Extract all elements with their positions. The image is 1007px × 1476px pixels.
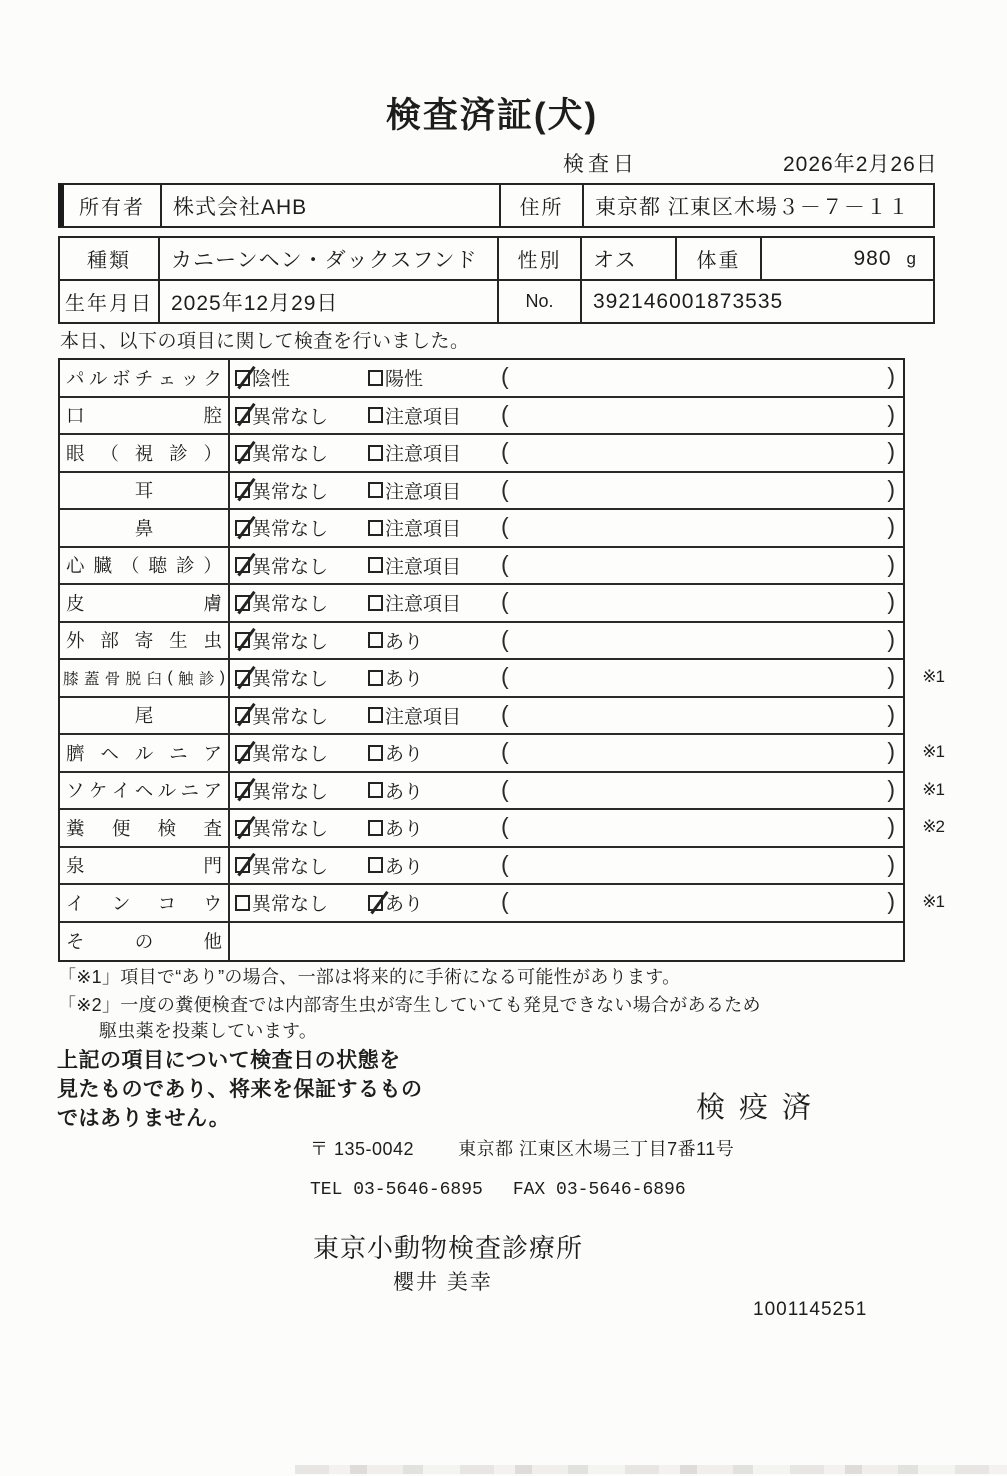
- paren-area: [501, 438, 903, 467]
- close-paren: ): [887, 550, 895, 577]
- row-options: [230, 848, 903, 884]
- row-label: 膝 蓋 骨 脱 臼 ( 触 診 ): [60, 660, 230, 696]
- option2-label: 注意項目: [385, 594, 462, 616]
- row-note: ※1: [922, 892, 944, 911]
- row-label: 臍 ヘ ル ニ ア: [60, 735, 230, 771]
- option2: [368, 477, 501, 504]
- option1-checkbox: [235, 482, 250, 498]
- option2: [368, 664, 501, 691]
- inspection-row: [60, 510, 903, 548]
- option1: [235, 552, 368, 579]
- close-paren: ): [887, 625, 895, 652]
- row-options: [230, 698, 903, 734]
- close-paren: ): [887, 588, 895, 615]
- pet-info-row-2: [60, 281, 933, 322]
- paren-area: [501, 401, 903, 430]
- option2-label: 注意項目: [385, 481, 462, 503]
- option1: [235, 889, 368, 916]
- close-paren: ): [887, 775, 895, 802]
- examiner-name: 櫻井 美幸: [393, 1271, 493, 1294]
- open-paren: (: [501, 775, 509, 802]
- disclaimer-line-2: 見たものであり、将来を保証するもの: [57, 1078, 423, 1101]
- option2-label: あり: [385, 631, 424, 653]
- row-label: 皮 膚: [60, 585, 230, 621]
- clinic-address: 東京都 江東区木場三丁目7番11号: [458, 1139, 735, 1159]
- option2-checkbox: [368, 820, 383, 836]
- paren-area: [501, 776, 903, 805]
- inspection-row: [60, 698, 903, 736]
- open-paren: (: [501, 663, 509, 690]
- option1-label: 異常なし: [252, 594, 329, 616]
- option2-label: あり: [385, 781, 424, 803]
- option2-label: あり: [385, 894, 424, 916]
- close-paren: ): [887, 363, 895, 390]
- inspection-row: [60, 473, 903, 511]
- clinic-name: 東京小動物検査診療所: [313, 1233, 584, 1263]
- paren-area: [501, 476, 903, 505]
- inspection-row: [60, 623, 903, 661]
- close-paren: ): [887, 700, 895, 727]
- option2: [368, 852, 501, 879]
- option2-label: あり: [385, 744, 424, 766]
- row-options: [230, 585, 903, 621]
- sex-label: 性別: [499, 238, 582, 279]
- option1-label: 異常なし: [252, 894, 329, 916]
- close-paren: ): [887, 888, 895, 915]
- option1: [235, 627, 368, 654]
- option1-checkbox: [235, 632, 250, 648]
- row-options: [230, 435, 903, 471]
- inspection-row: [60, 660, 944, 698]
- footnote-2-continued: 駆虫薬を投薬しています。: [99, 1021, 318, 1041]
- row-label: 心 臓 （ 聴 診 ）: [60, 548, 230, 584]
- option1-label: 異常なし: [252, 706, 329, 728]
- inspection-row: [60, 435, 903, 473]
- weight-unit: g: [906, 248, 917, 268]
- tel-fax-line: [310, 1180, 686, 1200]
- inspection-row: [60, 923, 903, 961]
- option1: [235, 814, 368, 841]
- option2-checkbox: [368, 520, 383, 536]
- option1-checkbox: [235, 820, 250, 836]
- option1-label: 異常なし: [252, 856, 329, 878]
- open-paren: (: [501, 363, 509, 390]
- option1-checkbox: [235, 857, 250, 873]
- paren-area: [501, 738, 903, 767]
- option1-checkbox: [235, 370, 250, 386]
- option2-checkbox: [368, 632, 383, 648]
- row-options: [230, 548, 903, 584]
- breed-label: 種類: [60, 238, 160, 279]
- close-paren: ): [887, 850, 895, 877]
- inspection-table: [58, 358, 944, 962]
- row-options: [230, 623, 903, 659]
- option2-checkbox: [368, 407, 383, 423]
- postal-code: 〒 135-0042: [310, 1139, 415, 1159]
- row-label: 耳: [60, 473, 230, 509]
- pet-info-row-1: [60, 238, 933, 281]
- inspection-row: [60, 885, 944, 923]
- inspection-row: [60, 548, 903, 586]
- open-paren: (: [501, 400, 509, 427]
- close-paren: ): [887, 663, 895, 690]
- paren-area: [501, 813, 903, 842]
- inspection-row: [60, 735, 944, 773]
- row-label: イ ン コ ウ: [60, 885, 230, 921]
- option1: [235, 477, 368, 504]
- inspection-row: [60, 585, 903, 623]
- option1-checkbox: [235, 557, 250, 573]
- option1-checkbox: [235, 707, 250, 723]
- row-note: ※1: [922, 779, 944, 799]
- birth-value: 2025年12月29日: [160, 281, 499, 322]
- close-paren: ): [887, 400, 895, 427]
- option1: [235, 589, 368, 616]
- option1-label: 異常なし: [252, 481, 329, 503]
- row-label: ソ ケ イ ヘ ル ニ ア: [60, 773, 230, 809]
- address-label: 住所: [501, 185, 584, 226]
- inspection-row: [60, 398, 903, 436]
- option1-checkbox: [235, 520, 250, 536]
- row-note: ※2: [922, 817, 944, 836]
- row-options: [230, 773, 903, 809]
- row-label: 尾: [60, 698, 230, 734]
- option2-checkbox: [368, 707, 383, 723]
- option1-label: 異常なし: [252, 556, 329, 578]
- option2-checkbox: [368, 482, 383, 498]
- option2-checkbox: [368, 370, 383, 386]
- option1: [235, 439, 368, 466]
- exam-date-label: 検査日: [563, 153, 638, 176]
- option2: [368, 702, 501, 729]
- inspection-row: [60, 773, 944, 811]
- open-paren: (: [501, 513, 509, 540]
- close-paren: ): [887, 738, 895, 765]
- footnote-2: 「※2」一度の糞便検査では内部寄生虫が寄生していても発見できない場合があるため: [58, 995, 761, 1015]
- row-label: 泉 門: [60, 848, 230, 884]
- footnote-1: 「※1」項目で“あり”の場合、一部は将来的に手術になる可能性があります。: [58, 967, 681, 987]
- row-label: そ の 他: [60, 923, 230, 961]
- option2-label: 注意項目: [385, 406, 462, 428]
- option2-label: あり: [385, 819, 424, 841]
- option1: [235, 852, 368, 879]
- weight-label: 体重: [677, 238, 762, 279]
- paren-area: [501, 626, 903, 655]
- row-note: ※1: [922, 742, 944, 761]
- option1-checkbox: [235, 407, 250, 423]
- option1-label: 異常なし: [252, 406, 329, 428]
- option2: [368, 777, 501, 804]
- row-options: [230, 735, 903, 771]
- row-note: ※1: [922, 667, 944, 686]
- address-value: 東京都 江東区木場３－７－１１: [595, 195, 910, 219]
- weight-number: 980: [853, 246, 892, 270]
- weight-value: [762, 238, 933, 279]
- option1-label: 異常なし: [252, 631, 329, 653]
- option2: [368, 814, 501, 841]
- row-label: 眼 （ 視 診 ）: [60, 435, 230, 471]
- row-options: [230, 923, 903, 961]
- option1: [235, 364, 368, 391]
- close-paren: ): [887, 438, 895, 465]
- tel-number: TEL 03-5646-6895: [310, 1180, 483, 1200]
- row-label: 糞 便 検 査: [60, 810, 230, 846]
- option2: [368, 552, 501, 579]
- option1: [235, 702, 368, 729]
- exam-date-value: 2026年2月26日: [783, 153, 938, 176]
- disclaimer-text: [57, 1046, 423, 1133]
- intro-text: 本日、以下の項目に関して検査を行いました。: [60, 331, 470, 352]
- option1-checkbox: [235, 670, 250, 686]
- paren-area: [501, 551, 903, 580]
- disclaimer-line-3: ではありません。: [57, 1107, 231, 1130]
- paren-area: [501, 363, 903, 392]
- paren-area: [501, 588, 903, 617]
- inspection-row: [60, 848, 903, 886]
- option2-label: 注意項目: [385, 706, 462, 728]
- paren-area: [501, 888, 903, 917]
- row-options: [230, 660, 903, 696]
- option1: [235, 664, 368, 691]
- scan-artifact-strip: [295, 1465, 1007, 1474]
- open-paren: (: [501, 738, 509, 765]
- option1-checkbox: [235, 445, 250, 461]
- paren-area: [501, 701, 903, 730]
- sex-value: オス: [582, 238, 677, 279]
- pet-info-table: [58, 236, 935, 324]
- option2: [368, 627, 501, 654]
- option2-checkbox: [368, 745, 383, 761]
- document-title: 検査済証(犬): [385, 96, 599, 135]
- open-paren: (: [501, 475, 509, 502]
- option1: [235, 514, 368, 541]
- close-paren: ): [887, 813, 895, 840]
- inspection-row: [60, 810, 944, 848]
- option2-checkbox: [368, 445, 383, 461]
- postal-address-line: [310, 1135, 734, 1161]
- option1-label: 異常なし: [252, 781, 329, 803]
- open-paren: (: [501, 700, 509, 727]
- option1: [235, 777, 368, 804]
- birth-label: 生年月日: [60, 281, 160, 322]
- no-label: No.: [499, 281, 582, 322]
- inspection-table-body: [60, 360, 944, 960]
- option2-checkbox: [368, 557, 383, 573]
- row-label: 口 腔: [60, 398, 230, 434]
- open-paren: (: [501, 438, 509, 465]
- option2: [368, 402, 501, 429]
- owner-value: 株式会社AHB: [162, 185, 501, 226]
- option2-checkbox: [368, 782, 383, 798]
- option2-checkbox: [368, 857, 383, 873]
- row-label: 鼻: [60, 510, 230, 546]
- option1: [235, 402, 368, 429]
- option1-checkbox: [235, 895, 250, 911]
- option2-label: 注意項目: [385, 444, 462, 466]
- option2-checkbox: [368, 595, 383, 611]
- open-paren: (: [501, 813, 509, 840]
- open-paren: (: [501, 850, 509, 877]
- open-paren: (: [501, 625, 509, 652]
- row-options: [230, 360, 903, 396]
- option2-label: 注意項目: [385, 556, 462, 578]
- paren-area: [501, 663, 903, 692]
- option1-checkbox: [235, 595, 250, 611]
- row-label: パ ル ボ チ ェ ッ ク: [60, 360, 230, 396]
- option1-label: 異常なし: [252, 744, 329, 766]
- option1-label: 異常なし: [252, 669, 329, 691]
- paren-area: [501, 851, 903, 880]
- option1-checkbox: [235, 782, 250, 798]
- fax-number: FAX 03-5646-6896: [512, 1180, 686, 1200]
- option2: [368, 364, 501, 391]
- no-value: 392146001873535: [593, 289, 784, 313]
- row-options: [230, 398, 903, 434]
- breed-value: カニーンヘン・ダックスフンド: [160, 238, 499, 279]
- serial-number: 1001145251: [753, 1299, 868, 1320]
- option2: [368, 889, 501, 916]
- disclaimer-line-1: 上記の項目について検査日の状態を: [57, 1049, 401, 1072]
- option1-label: 陰性: [252, 369, 291, 391]
- quarantine-stamp: 検疫済: [696, 1092, 826, 1124]
- option2: [368, 589, 501, 616]
- option2-checkbox: [368, 670, 383, 686]
- option2-label: あり: [385, 856, 424, 878]
- close-paren: ): [887, 475, 895, 502]
- option1-label: 異常なし: [252, 519, 329, 541]
- close-paren: ): [887, 513, 895, 540]
- inspection-row: [60, 360, 903, 398]
- row-label: 外 部 寄 生 虫: [60, 623, 230, 659]
- open-paren: (: [501, 550, 509, 577]
- option1-label: 異常なし: [252, 444, 329, 466]
- row-options: [230, 473, 903, 509]
- option2: [368, 514, 501, 541]
- option2-checkbox: [368, 895, 383, 911]
- owner-label: 所有者: [64, 185, 162, 226]
- option2-label: 陽性: [385, 369, 424, 391]
- row-options: [230, 885, 903, 921]
- option1-checkbox: [235, 745, 250, 761]
- owner-table: [58, 183, 935, 228]
- open-paren: (: [501, 888, 509, 915]
- row-options: [230, 810, 903, 846]
- option2: [368, 739, 501, 766]
- paren-area: [501, 513, 903, 542]
- option2-label: 注意項目: [385, 519, 462, 541]
- open-paren: (: [501, 588, 509, 615]
- option1: [235, 739, 368, 766]
- option1-label: 異常なし: [252, 819, 329, 841]
- option2-label: あり: [385, 669, 424, 691]
- option2: [368, 439, 501, 466]
- row-options: [230, 510, 903, 546]
